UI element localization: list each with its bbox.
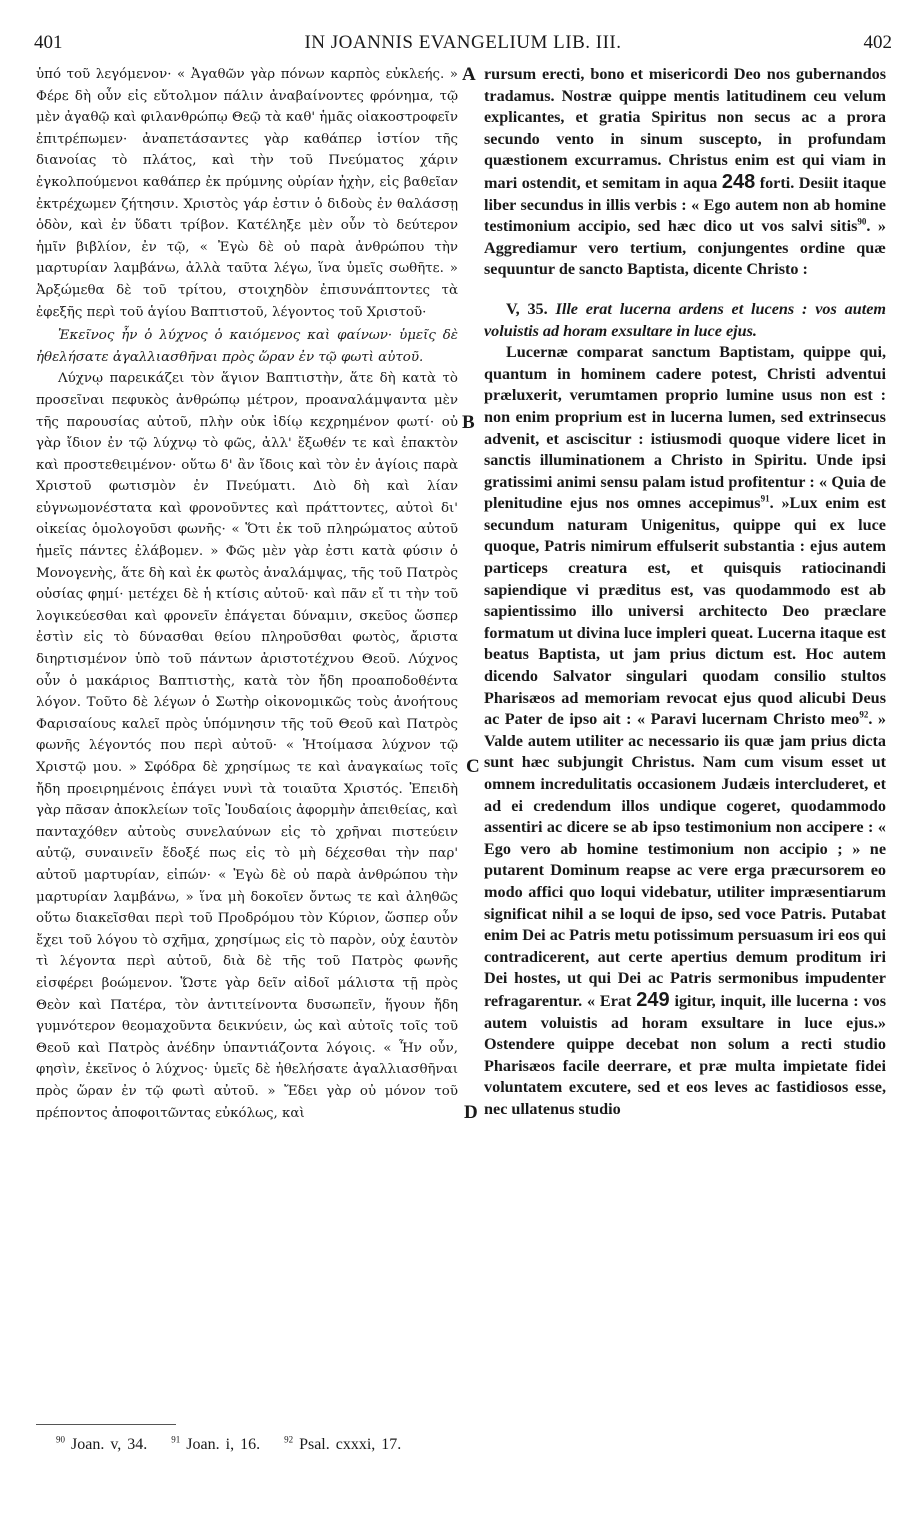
column-number: 249	[636, 988, 670, 1011]
latin-paragraph-1	[484, 64, 886, 281]
margin-marker-a: A	[462, 64, 476, 85]
latin-text: igitur, inquit, ille lucerna : vos autem voluistis ad horam exsultare in luce ejus.» Ostendere quippe decebat non solum a recti studio Pharisæos facile deerrare, et præ multa impietate fidei voluntatem excutere, sed et eos leves ac fastidiosos esse, nec ullatenus studio	[484, 991, 887, 1118]
margin-marker-d: D	[464, 1102, 478, 1123]
footnotes	[56, 1436, 401, 1454]
margin-marker-c: C	[466, 756, 480, 777]
latin-verse	[484, 299, 886, 342]
verse-text: Ille erat lucerna ardens et lucens : vos autem voluistis ad horam exsultare in luce ejus.	[484, 299, 886, 340]
page-number-right: 402	[863, 32, 892, 53]
latin-paragraph-2	[484, 342, 886, 1120]
margin-marker-b: B	[462, 412, 475, 433]
latin-text: . » Valde autem utiliter ac necessario iis quæ jam prius dicta sunt hæc subjungit Christus. Nam cum visum esset ut omnem incredulitatis occasionem Judæis intercluderet, et ad ei credendum illos undique cogeret, quodammodo assentiri ac dicere se ab ipso testimonium non accipere : « Ego vero ab homine testimonium non accipio ; » ne putarent Dominum reapse ac vere erga præcursorem eo modo affici quo loqui videbatur, utiliter impræsentiarum significat nihil a se loqui de ipso, sed voce Patris. Putabat enim Dei ac Patris metu potissimum persuasum iri eos qui contradicerent, aut certe apertius demum proditum iri Dei hostes, ut qui Dei ac Patris sermonibus impudenter refragarentur. « Erat	[484, 710, 887, 1010]
greek-verse: Ἐκεῖνος ἦν ὁ λύχνος ὁ καιόμενος καὶ φαίνων· ὑμεῖς δὲ ἠθελήσατε ἀγαλλιασθῆναι πρὸς ὥραν ἐν τῷ φωτὶ αὐτοῦ.	[36, 328, 458, 365]
greek-paragraph-2: Λύχνῳ παρεικάζει τὸν ἅγιον Βαπτιστὴν, ἅτε δὴ κατὰ τὸ προσεῖναι πεφυκὸς ἀνθρώπῳ μέτρον, προαναλάμψαντα μὲν τῆς παρουσίας αὐτοῦ, πλὴν οὐκ ἰδίῳ κεχρημένον φωτί· οὐ γὰρ ἴδιον ἐν τῷ λύχνῳ τὸ φῶς, ἀλλ' ἔξωθέν τε καὶ ἐπακτὸν καὶ προστεθειμένον· οὕτω δ' ἂν ἴδοις καὶ τὸν ἐν ἁγίοις παρὰ Χριστοῦ φωτισμὸν ἐν Πνεύματι. Διὸ δὴ καὶ λίαν εὐγνωμονέστατα καὶ φρονοῦντες καὶ πράττοντες, αὐτοὶ δι' οἰκείας ὁμολογοῦσι φωνῆς· « Ὅτι ἐκ τοῦ πληρώματος αὐτοῦ ἡμεῖς πάντες ἐλάβομεν. » Φῶς μὲν γὰρ ἐστι κατὰ φύσιν ὁ Μονογενὴς, ἅτε δὴ καὶ ἐκ φωτὸς ἀναλάμψας, τῆς τοῦ Πατρὸς οὐσίας φημί· μετέχει δὲ ἡ κτίσις αὐτοῦ· καὶ πᾶν εἴ τι τὴν τοῦ λογικεύεσθαι καὶ φρονεῖν ἐπάγεται δύναμιν, σκεῦος ὥσπερ ἐστὶν εἰς τὸ δύνασθαι θείου πληροῦσθαι φωτὸς, ἄριστα διηρτισμένον ὑπὸ τοῦ πάντων ἀριστοτέχνου Θεοῦ. Λύχνος οὖν ὁ μακάριος Βαπτιστὴς, κατὰ τὸν ἤδη προαποδοθέντα λόγον. Τοῦτο δὲ λέγων ὁ Σωτὴρ οἰκονομικῶς τοὺς ἀνοήτους Φαρισαίους καλεῖ πρὸς ὑπόμνησιν τῆς τοῦ Θεοῦ καὶ Πατρὸς φωνῆς λέγοντός που περὶ αὐτοῦ· « Ἡτοίμασα λύχνον τῷ Χριστῷ μου. » Σφόδρα δὲ χρησίμως τε καὶ ἀναγκαίως τοῖς ἤδη προειρημένοις ἐπάγει νυνὶ τὰ τοιαῦτα Χριστός. Ἐπειδὴ γὰρ πᾶσαν ἀποκλείων τοῖς Ἰουδαίοις ἀφορμὴν ἀπειθείας, καὶ πανταχόθεν αὐτοὺς συνελαύνων εἰς τὸ χρῆναι πιστεύειν αὐτῷ, συναινεῖν ἔδοξέ πως εἰς τὸ μὴ δέχεσθαι τὴν παρ' αὐτοῦ μαρτυρίαν, εἰπών· « Ἐγὼ δὲ οὐ παρὰ ἀνθρώπου τὴν μαρτυρίαν λαμβάνω, » ἵνα μὴ δοκοῖεν ὄντως τε καὶ ἀληθῶς οὕτω διακεῖσθαι περὶ τοῦ Προδρόμου τὸν Κύριον, ὥσπερ οὖν ἔχει τοῦ λόγου τὸ σχῆμα, χρησίμως εἰς τὸ παρὸν, οὐχ ἑαυτὸν τὶ λέγοντα περὶ αὐτοῦ, διὰ δὲ τῆς τοῦ Πατρὸς φωνῆς εἰσφέρει βοώμενον. Ὥστε γὰρ δεῖν αἰδοῖ μάλιστα τῇ πρὸς Θεὸν καὶ Πατέρα, τὸν ἀντιτείνοντα δυσωπεῖν, ἥγουν ἤδη γυμνότερον θεομαχοῦντα δεικνύειν, ὡς καὶ αὐτοῖς τοῖς τοῦ Θεοῦ καὶ Πατρὸς ἀνέδην ὑπαντιάζοντα λόγοις. « Ἦν οὖν, φησὶν, ἐκεῖνος ὁ λύχνος· ὑμεῖς δὲ ἠθελήσατε ἀγαλλιασθῆναι πρὸς ὥραν ἐν τῷ φωτὶ αὐτοῦ. » Ἔδει γὰρ οὐ μόνον τοῦ πρέποντος ἀποφοιτῶντας εὐκόλως, καὶ	[36, 371, 458, 1121]
footnote-ref: 91	[760, 493, 770, 504]
latin-text: Lucernæ comparat sanctum Baptistam, quippe qui, quantum in hominem cadere potest, Christi adventui præluxerit, verumtamen proprio lumine usus non est : non enim proprium est in lucerna lumen, sed extrinsecus advenit, et asciscitur : istiusmodi quoque videre licet in sanctis illuminationem a Christo in Spiritu. Unde ipsi gratissimi animi sensu palam istud profitentur : « Quia de plenitudine ejus nos omnes accepimus	[484, 343, 886, 513]
latin-text: . »Lux enim est secundum naturam Unigenitus, quippe qui ex luce quoque, Patris nimirum effulserit substantia : ejus autem particeps creatura est, et quisquis ratiocinandi sapiendique vi præditus est, vas quodammodo est ab sapientissimo illo universi architecto Deo præclare formatum ut divina luce impleri queat. Lucerna itaque est beatus Baptista, ut jam prius dictum est. Hoc autem dicendo Salvator singulari quodam consilio stultos Pharisæos ad memoriam revocat ejus quod alicubi Deus ac Pater de ipso ait : « Paravi lucernam Christo meo	[484, 494, 887, 729]
footnote-number: 92	[284, 1434, 294, 1445]
latin-text: forti. Desiit itaque liber secundus in illis verbis : « Ego autem non ab homine testimonium accipio, sed hæc dico ut vos salvi sitis	[484, 173, 887, 236]
greek-paragraph-1: ὑπό τοῦ λεγόμενον· « Ἀγαθῶν γὰρ πόνων καρπὸς εὐκλεής. » Φέρε δὴ οὖν εἰς εὔτολμον πάλιν ἀναβαίνοντες φρόνημα, τῷ μὲν ἀγαθῷ καὶ φιλανθρώπῳ Θεῷ τὰ καθ' ἡμᾶς οἰακοστροφεῖν ἐπιτρέπωμεν· ἀναπετάσαντες γὰρ καθάπερ ἱστίον τῆς διανοίας τὸ πλάτος, καὶ τὴν τοῦ Πνεύματος χάριν ἐγκολπούμενοι καθάπερ ἐκ πρύμνης οὐρίαν ἠχὴν, εἰς βαθεῖαν ἐκτρέχωμεν ζήτησιν. Χριστὸς γάρ ἐστιν ὁ διδοὺς ἐν θαλάσσῃ ὁδὸν, καὶ ἐν ὕδατι τρίβον. Κατέληξε μὲν οὖν τὸ δεύτερον ἡμῖν βιβλίον, ἐν τῷ, « Ἐγὼ δὲ οὐ παρὰ ἀνθρώπου τὴν μαρτυρίαν λαμβάνω, ἀλλὰ ταῦτα λέγω, ἵνα ὑμεῖς σωθῆτε. » Ἀρξώμεθα δὲ τοῦ τρίτου, στοιχηδὸν ἐπισυνάπτοντες τὰ ἐφεξῆς περὶ τοῦ ἁγίου Βαπτιστοῦ, λέγοντος τοῦ Χριστοῦ·	[36, 67, 458, 320]
footnote-ref: 90	[857, 216, 867, 227]
footnote-ref: 92	[859, 709, 869, 720]
latin-column	[484, 64, 886, 1121]
footnote-text: Joan. i, 16.	[186, 1436, 261, 1453]
verse-reference: V, 35.	[506, 299, 548, 318]
latin-text: rursum erecti, bono et misericordi Deo nos gubernandos tradamus. Nostræ quippe mentis latitudinem ceu velum explicantes, et gratia Spiritus non secus ac a prora secundo vento in sinum susceptο, in profundam quæstionem excurramus. Christus enim est qui viam in mari ostendit, et semitam in aqua	[484, 65, 886, 192]
greek-column	[36, 64, 458, 1124]
footnote-number: 91	[171, 1434, 181, 1445]
footnote-rule	[36, 1424, 176, 1425]
column-number: 248	[721, 170, 756, 193]
spacer	[484, 281, 886, 299]
footnote-text: Psal. cxxxi, 17.	[299, 1436, 402, 1453]
page-number-left: 401	[34, 32, 63, 53]
page-header	[34, 26, 892, 56]
footnote-text: Joan. v, 34.	[71, 1436, 148, 1453]
footnote-number: 90	[56, 1434, 65, 1445]
latin-text: . » Aggrediamur vero tertium, conjungentes ordine quæ sequuntur de sancto Baptista, dicente Christo :	[484, 217, 887, 279]
running-title: IN JOANNIS EVANGELIUM LIB. III.	[304, 32, 622, 53]
